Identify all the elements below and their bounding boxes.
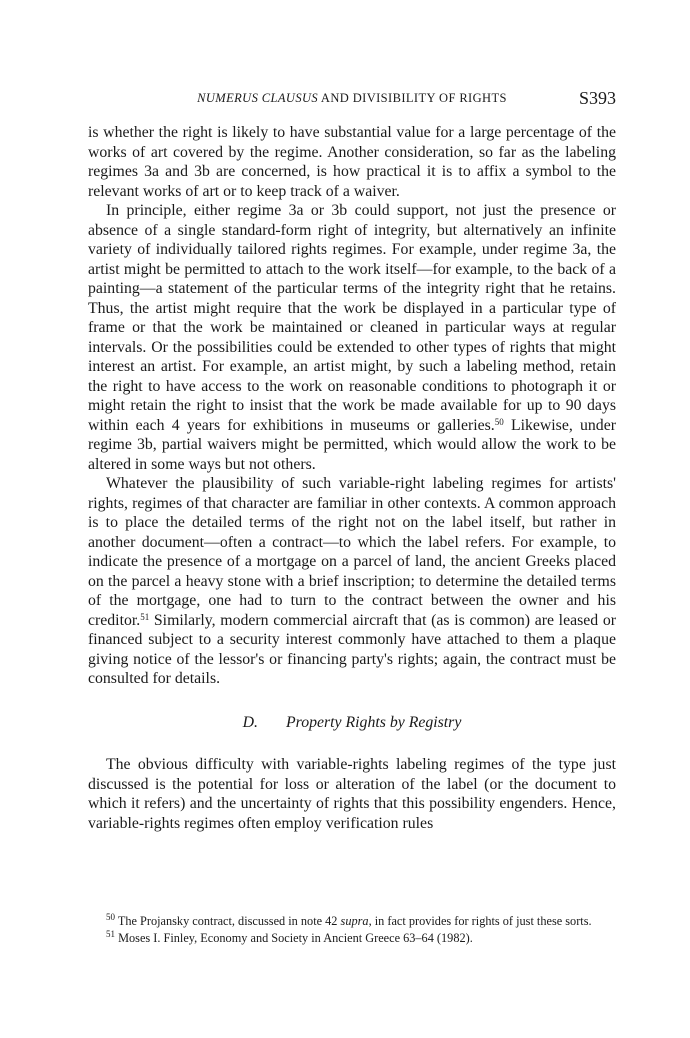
footnote-ref-50: 50 [494,416,504,427]
paragraph-4: The obvious difficulty with variable-rights labeling regimes of the type just discussed is the potential for loss or alteration of the label (or the document to which it refers) and the uncertainty of rights that this possibility engenders. Hence, variable-rights regimes often employ verification rules [88,756,616,832]
footnote-50-supra: supra [340,914,369,928]
running-head-italic: NUMERUS CLAUSUS [197,91,319,105]
footnote-51-text: Moses I. Finley, Economy and Society in Ancient Greece 63–64 (1982). [115,931,473,945]
footnote-50-mark: 50 [106,912,115,922]
section-letter: D. [242,713,258,731]
footnote-51-mark: 51 [106,929,115,939]
paragraph-2-text-b: Likewise, under regime 3b, partial waivers might be permitted, which would allow the work to be altered in some ways but not others. [88,416,616,473]
footnote-50-text-b: , in fact provides for rights of just these sorts. [368,914,592,928]
paragraph-3-text-a: Whatever the plausibility of such variable-right labeling regimes for artists' rights, regimes of that character are familiar in other contexts. A common approach is to place the detailed terms of the right not on the label itself, but rather in another document—often a contract—to which the label refers. For example, to indicate the presence of a mortgage on a parcel of land, the ancient Greeks placed on the parcel a heavy stone with a brief inscription; to determine the detailed terms of the mortgage, one had to turn to the contract between the owner and his creditor. [88,475,616,629]
page-number: S393 [578,88,616,108]
footnote-ref-51: 51 [140,611,150,622]
body-text [88,123,616,833]
footnote-50 [88,914,616,929]
footnotes [88,914,616,948]
paragraph-2-text-a: In principle, either regime 3a or 3b could support, not just the presence or absence of a single standard-form right of integrity, but alternatively an infinite variety of individually tailored rights regimes. For example, under regime 3a, the artist might be permitted to attach to the work itself—for example, to the back of a painting—a statement of the particular terms of the integrity right that he retains. Thus, the artist might require that the work be displayed in a particular type of frame or that the work be maintained or cleaned in particular ways at regular intervals. Or the possibilities could be extended to other types of rights that might interest an artist. For example, an artist might, by such a labeling method, retain the right to have access to the work on reasonable conditions to photograph it or might retain the right to insist that the work be made available for up to 90 days within each 4 years for exhibitions in museums or galleries. [88,202,616,434]
footnote-50-text-a: The Projansky contract, discussed in note 42 [115,914,341,928]
running-head-rest: AND DIVISIBILITY OF RIGHTS [318,91,507,105]
running-head [88,91,616,106]
paragraph-2 [88,201,616,474]
section-heading [88,713,616,733]
paragraph-1: is whether the right is likely to have substantial value for a large percentage of the works of art covered by the regime. Another consideration, so far as the labeling regimes 3a and 3b are concerned, is how practical it is to affix a symbol to the relevant works of art or to keep track of a waiver. [88,124,616,200]
paragraph-3 [88,474,616,689]
section-title: Property Rights by Registry [286,713,462,731]
footnote-51 [88,931,616,946]
page-header [88,88,616,112]
paragraph-3-text-b: Similarly, modern commercial aircraft that (as is common) are leased or financed subject to a security interest commonly have attached to them a plaque giving notice of the lessor's or financing party's rights; again, the contract must be consulted for details. [88,611,616,687]
